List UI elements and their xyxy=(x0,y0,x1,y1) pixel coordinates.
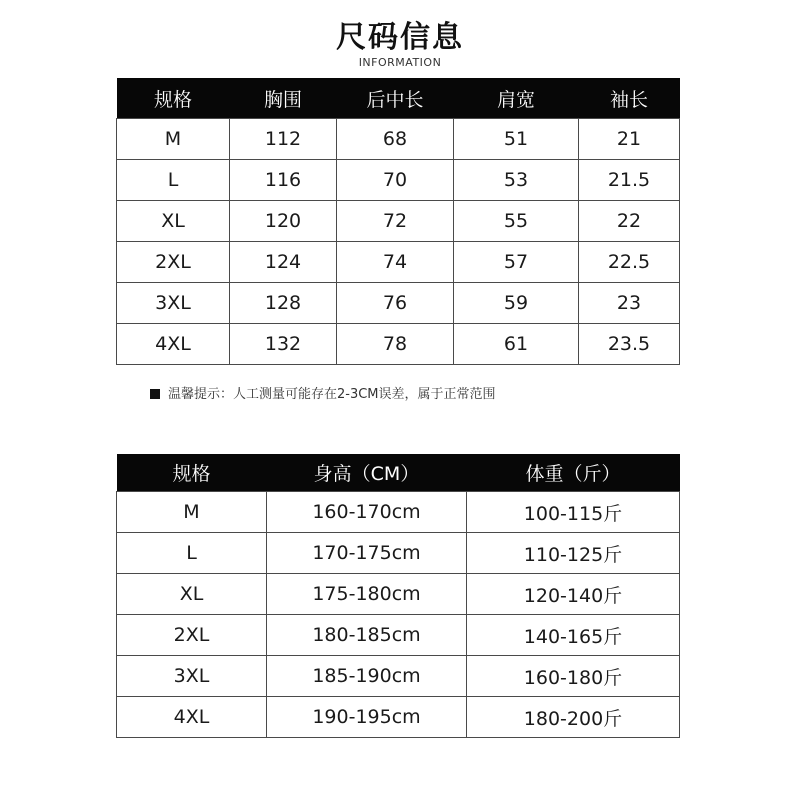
table-cell: 180-200斤 xyxy=(467,697,680,738)
table-row xyxy=(117,160,680,201)
table-cell: XL xyxy=(117,574,267,615)
table-cell: 55 xyxy=(454,201,579,242)
column-header-length: 后中长 xyxy=(337,78,454,119)
table-cell: 21 xyxy=(579,119,680,160)
size-fit-table xyxy=(116,454,680,738)
table-cell: 61 xyxy=(454,324,579,365)
table-cell: 2XL xyxy=(117,242,230,283)
table-cell: 190-195cm xyxy=(267,697,467,738)
table-row xyxy=(117,201,680,242)
table-cell: 4XL xyxy=(117,324,230,365)
table-row xyxy=(117,242,680,283)
bullet-square-icon xyxy=(150,389,160,399)
table-cell: 2XL xyxy=(117,615,267,656)
table-row xyxy=(117,697,680,738)
table-cell: 128 xyxy=(230,283,337,324)
table-cell: 72 xyxy=(337,201,454,242)
table-cell: XL xyxy=(117,201,230,242)
table-cell: 68 xyxy=(337,119,454,160)
column-header-chest: 胸围 xyxy=(230,78,337,119)
table-cell: 120 xyxy=(230,201,337,242)
table-cell: 22 xyxy=(579,201,680,242)
table-cell: 51 xyxy=(454,119,579,160)
table-row xyxy=(117,656,680,697)
table-cell: 21.5 xyxy=(579,160,680,201)
table-cell: 160-180斤 xyxy=(467,656,680,697)
table-cell: 76 xyxy=(337,283,454,324)
table-cell: 132 xyxy=(230,324,337,365)
table-cell: 175-180cm xyxy=(267,574,467,615)
table-cell: 22.5 xyxy=(579,242,680,283)
table-cell: 170-175cm xyxy=(267,533,467,574)
column-header-sleeve: 袖长 xyxy=(579,78,680,119)
table-cell: 3XL xyxy=(117,283,230,324)
note-text: 温馨提示：人工测量可能存在2-3CM误差，属于正常范围 xyxy=(168,387,496,402)
table-cell: L xyxy=(117,160,230,201)
table-row xyxy=(117,283,680,324)
table-cell: 120-140斤 xyxy=(467,574,680,615)
table-row xyxy=(117,119,680,160)
column-header-size: 规格 xyxy=(117,78,230,119)
table-cell: 57 xyxy=(454,242,579,283)
table-row xyxy=(117,533,680,574)
table-cell: M xyxy=(117,492,267,533)
table-cell: 100-115斤 xyxy=(467,492,680,533)
size-measurement-table xyxy=(116,78,680,365)
table-cell: 185-190cm xyxy=(267,656,467,697)
table-cell: 110-125斤 xyxy=(467,533,680,574)
table-row xyxy=(117,324,680,365)
table-cell: 78 xyxy=(337,324,454,365)
table-cell: 23 xyxy=(579,283,680,324)
table-cell: 3XL xyxy=(117,656,267,697)
table-cell: 116 xyxy=(230,160,337,201)
table-cell: 160-170cm xyxy=(267,492,467,533)
table-row xyxy=(117,615,680,656)
table-cell: 59 xyxy=(454,283,579,324)
table-row xyxy=(117,574,680,615)
table-cell: 140-165斤 xyxy=(467,615,680,656)
table-cell: M xyxy=(117,119,230,160)
table-cell: 180-185cm xyxy=(267,615,467,656)
table-cell: 112 xyxy=(230,119,337,160)
column-header-height: 身高（CM） xyxy=(267,454,467,492)
page-title: 尺码信息 xyxy=(336,20,464,55)
table-cell: L xyxy=(117,533,267,574)
table-cell: 70 xyxy=(337,160,454,201)
table-cell: 74 xyxy=(337,242,454,283)
table-cell: 53 xyxy=(454,160,579,201)
column-header-shoulder: 肩宽 xyxy=(454,78,579,119)
table-row xyxy=(117,492,680,533)
column-header-size: 规格 xyxy=(117,454,267,492)
table-header-row xyxy=(117,454,680,492)
table-cell: 23.5 xyxy=(579,324,680,365)
measurement-note xyxy=(150,383,496,402)
table-cell: 124 xyxy=(230,242,337,283)
table-header-row xyxy=(117,78,680,119)
column-header-weight: 体重（斤） xyxy=(467,454,680,492)
table-cell: 4XL xyxy=(117,697,267,738)
page-subtitle: INFORMATION xyxy=(358,56,442,69)
